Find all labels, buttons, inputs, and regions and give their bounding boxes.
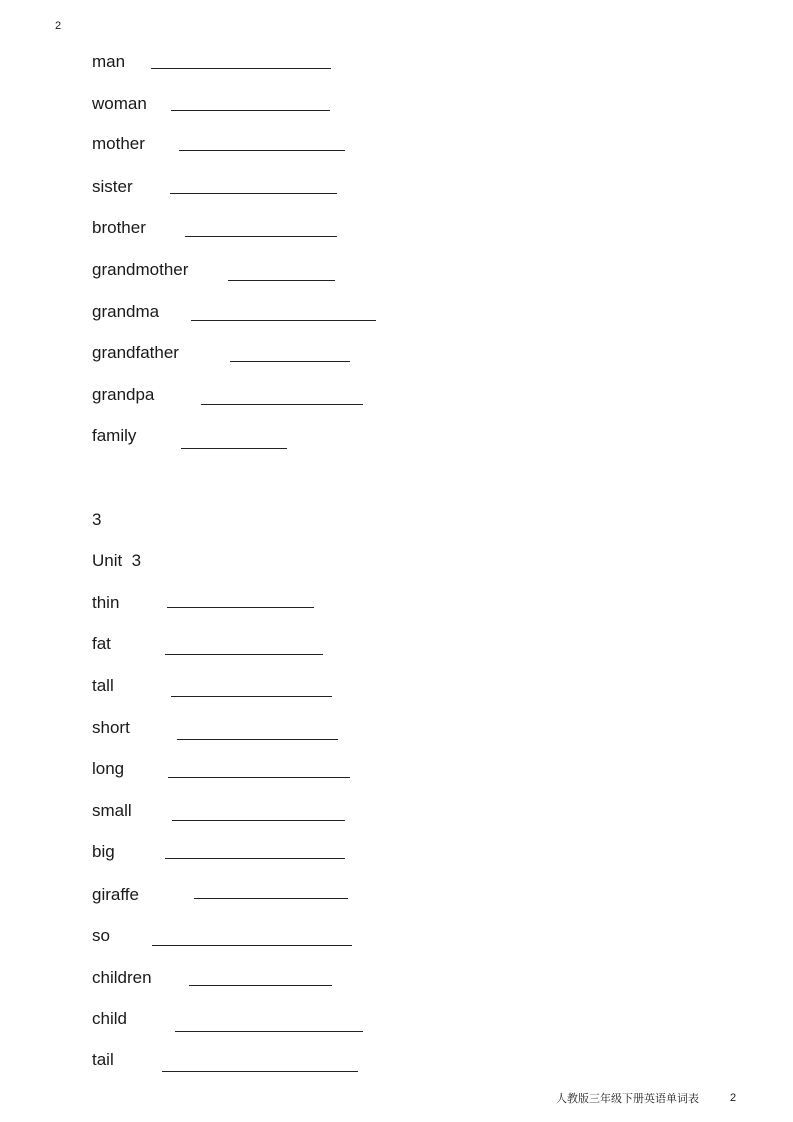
answer-blank-children[interactable] — [189, 985, 332, 986]
footer-page-number: 2 — [730, 1092, 737, 1104]
word-child: child — [92, 1009, 127, 1028]
word-grandfather: grandfather — [92, 343, 179, 362]
word-fat: fat — [92, 634, 111, 653]
word-tall: tall — [92, 676, 114, 695]
answer-blank-family[interactable] — [181, 448, 287, 449]
word-small: small — [92, 801, 132, 820]
unit-title: Unit 3 — [92, 551, 142, 570]
answer-blank-giraffe[interactable] — [194, 898, 348, 899]
word-giraffe: giraffe — [92, 885, 139, 904]
word-tail: tail — [92, 1050, 114, 1069]
answer-blank-tall[interactable] — [171, 696, 332, 697]
answer-blank-child[interactable] — [175, 1031, 363, 1032]
answer-blank-mother[interactable] — [179, 150, 345, 151]
word-thin: thin — [92, 593, 120, 612]
word-grandmother: grandmother — [92, 260, 189, 279]
answer-blank-tail[interactable] — [162, 1071, 358, 1072]
word-brother: brother — [92, 218, 146, 237]
word-grandma: grandma — [92, 302, 160, 321]
answer-blank-thin[interactable] — [167, 607, 314, 608]
answer-blank-short[interactable] — [177, 739, 338, 740]
answer-blank-woman[interactable] — [171, 110, 330, 111]
answer-blank-man[interactable] — [151, 68, 331, 69]
answer-blank-grandma[interactable] — [191, 320, 376, 321]
section-number: 3 — [92, 510, 102, 529]
answer-blank-long[interactable] — [168, 777, 350, 778]
answer-blank-grandmother[interactable] — [228, 280, 335, 281]
answer-blank-brother[interactable] — [185, 236, 337, 237]
footer-title: 人教版三年级下册英语单词表 — [556, 1092, 699, 1105]
word-short: short — [92, 718, 130, 737]
word-sister: sister — [92, 177, 133, 196]
word-family: family — [92, 426, 137, 445]
word-long: long — [92, 759, 125, 778]
answer-blank-fat[interactable] — [165, 654, 323, 655]
page-number-top: 2 — [55, 20, 62, 32]
word-children: children — [92, 968, 152, 987]
answer-blank-small[interactable] — [172, 820, 345, 821]
word-man: man — [92, 52, 126, 71]
word-mother: mother — [92, 134, 145, 153]
word-grandpa: grandpa — [92, 385, 155, 404]
answer-blank-grandpa[interactable] — [201, 404, 363, 405]
answer-blank-sister[interactable] — [170, 193, 337, 194]
answer-blank-so[interactable] — [152, 945, 352, 946]
answer-blank-grandfather[interactable] — [230, 361, 350, 362]
word-woman: woman — [92, 94, 147, 113]
word-big: big — [92, 842, 115, 861]
answer-blank-big[interactable] — [165, 858, 345, 859]
word-so: so — [92, 926, 110, 945]
